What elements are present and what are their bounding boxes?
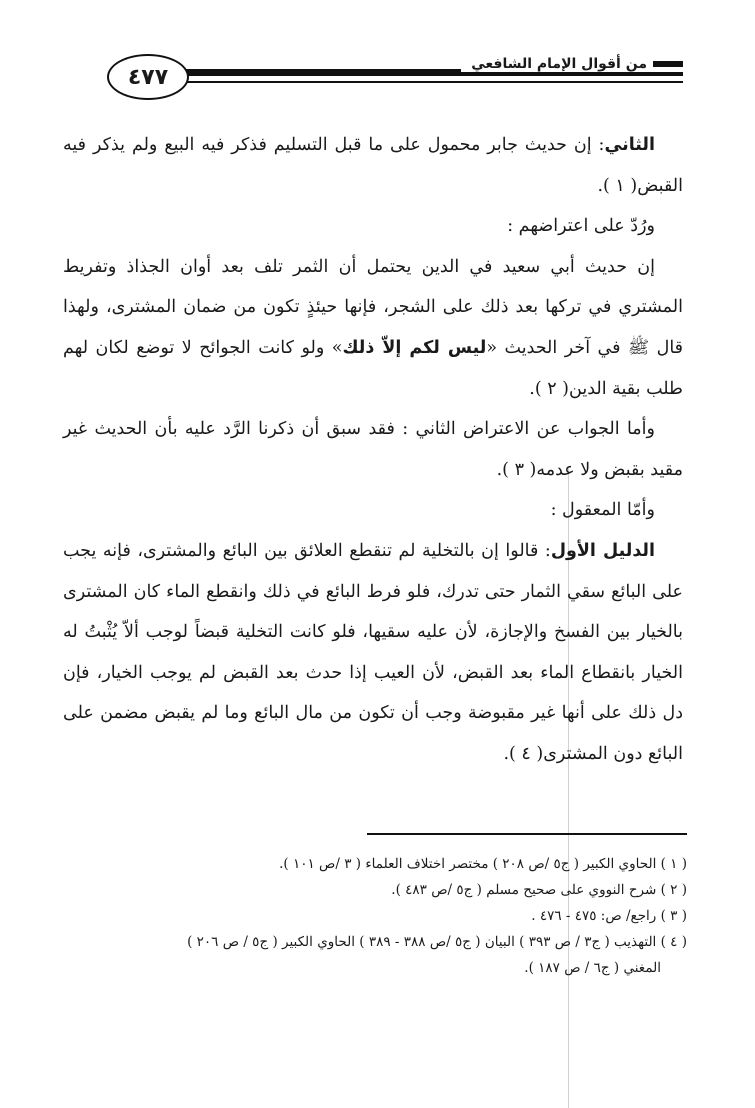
paragraph-second-answer: وأما الجواب عن الاعتراض الثاني : فقد سبق أن ذكرنا الرَّد عليه بأن الحديث غير مقيد بقبض ولا عدمه( ٣ ). xyxy=(63,419,683,480)
paragraph-rational-heading: وأمّا المعقول : xyxy=(550,500,655,521)
footnotes xyxy=(62,851,687,981)
hadith-quote: ليس لكم إلاّ ذلك xyxy=(342,337,487,358)
footnote-1: ( ١ ) الحاوي الكبير ( ج٥ /ص ٢٠٨ ) مختصر اختلاف العلماء ( ٣ /ص ١٠١ ). xyxy=(279,856,687,872)
page-number: ٤٧٧ xyxy=(107,54,189,100)
paragraph-text: » ولو كانت الجوائح لا توضع لكان لهم طلب بقية الدين( ٢ ). xyxy=(63,337,683,399)
paragraph-text: إن حديث أبي سعيد في الدين يحتمل أن الثمر تلف بعد أوان الجذاذ وتفريط المشتري في تركها بعد ذلك على الشجر، فإنها حيئذٍ تكون من ضمان المشترى، ولهذا قال ﷺ في آخر الحديث « xyxy=(63,256,684,358)
paragraph-text: : قالوا إن بالتخلية لم تنقطع العلائق بين البائع والمشترى، فإنه يجب على البائع سقي الثمار حتى تدرك، فلو فرط البائع في ذلك وانقطع الماء كان المشترى بالخيار بين الفسخ والإجازة، لأن عليه سقيها، فلو كانت التخلية قبضاً لوجب ألاّ يُثْبتُ له الخيار بانقطاع الماء بعد القبض، لأن العيب إذا حدث بعد القبض لم يوجب الخيار، فإن دل ذلك على أنها غير مقبوضة وجب أن تكون من مال البائع وما لم يقبض مضمن على البائع دون المشترى( ٤ ). xyxy=(63,540,683,764)
main-text xyxy=(63,125,683,775)
footnote-2: ( ٢ ) شرح النووي على صحيح مسلم ( ج٥ /ص ٤٨٣ ). xyxy=(391,882,687,898)
running-title-text: من أقوال الإمام الشافعي xyxy=(471,56,647,72)
running-title xyxy=(461,56,683,72)
footnote-4: ( ٤ ) التهذيب ( ج٣ / ص ٣٩٣ ) البيان ( ج٥ /ص ٣٨٨ - ٣٨٩ ) الحاوي الكبير ( ج٥ / ص ٢٠٦ ) xyxy=(187,934,687,950)
title-bar-ornament xyxy=(653,61,683,67)
paragraph-second-objection xyxy=(63,125,683,206)
paragraph-text: : إن حديث جابر محمول على ما قبل التسليم فذكر فيه البيع ولم يذكر فيه القبض( ١ ). xyxy=(63,135,683,196)
header-rule-thin xyxy=(180,81,683,83)
paragraph-rebuttal-heading: ورُدّ على اعتراضهم : xyxy=(507,216,655,237)
lead-word-first-evidence: الدليل الأول xyxy=(550,540,655,561)
footnote-3: ( ٣ ) راجع/ ص: ٤٧٥ - ٤٧٦ . xyxy=(531,908,687,924)
lead-word-second: الثاني xyxy=(604,135,655,155)
paragraph-first-evidence xyxy=(63,531,683,775)
paragraph-abu-said-hadith xyxy=(63,247,683,409)
page-header xyxy=(85,50,683,100)
footnote-4-continued: المغني ( ج٦ / ص ١٨٧ ). xyxy=(524,960,661,976)
footnote-separator xyxy=(367,833,687,835)
